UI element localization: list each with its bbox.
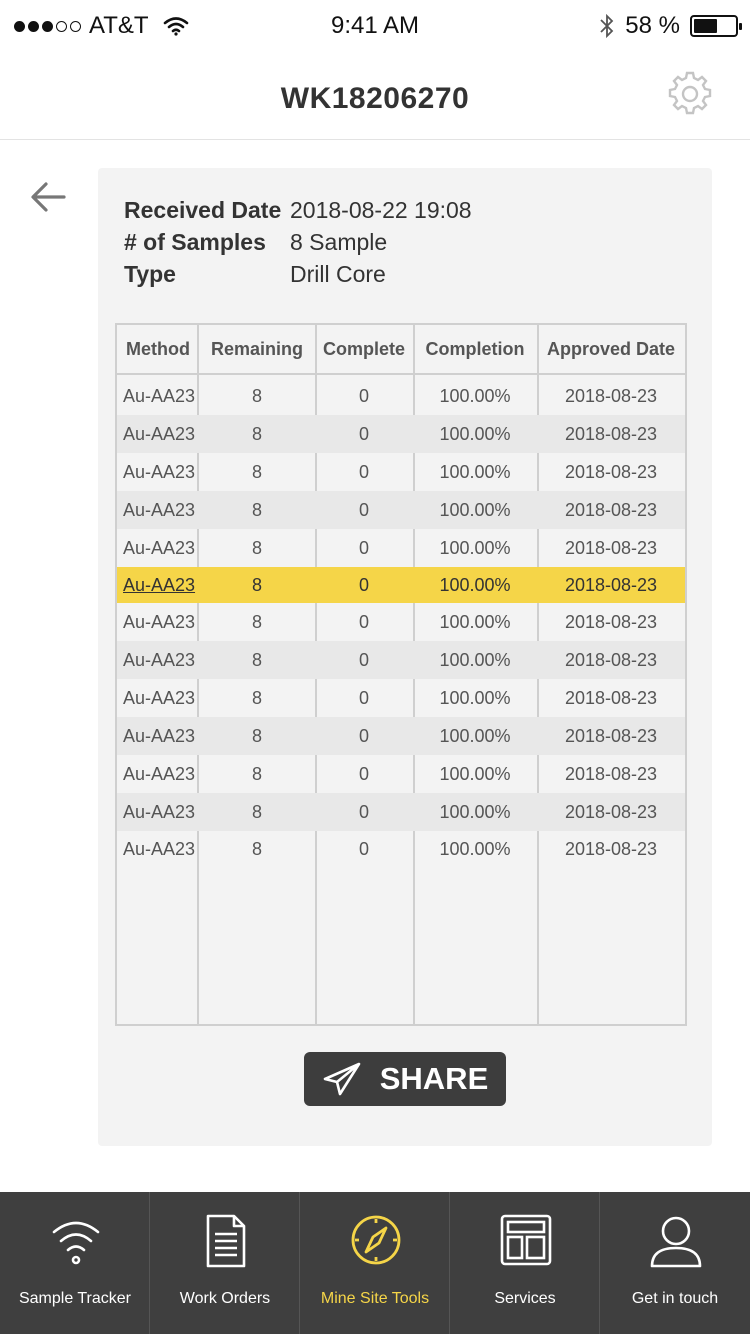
cell-method-text: Au-AA23 bbox=[123, 423, 196, 444]
cell-remaining bbox=[199, 462, 315, 483]
cell-completion bbox=[413, 802, 537, 823]
table-row[interactable] bbox=[117, 603, 685, 641]
table-row[interactable] bbox=[117, 755, 685, 793]
cell-completion bbox=[413, 575, 537, 596]
cell-complete-text: 0 bbox=[358, 649, 369, 670]
cell-remaining bbox=[199, 839, 315, 860]
cell-method[interactable] bbox=[117, 802, 199, 823]
cell-remaining bbox=[199, 386, 315, 407]
cell-remaining-text: 8 bbox=[251, 611, 262, 632]
cell-complete bbox=[315, 802, 413, 823]
cell-completion-text: 100.00% bbox=[439, 574, 511, 595]
cell-approved-date bbox=[537, 839, 685, 860]
wifi-icon bbox=[50, 1214, 102, 1270]
page-title: WK18206270 bbox=[280, 82, 470, 115]
cell-method[interactable] bbox=[117, 612, 199, 633]
cell-completion-text: 100.00% bbox=[439, 725, 511, 746]
column-header-complete[interactable]: Complete bbox=[322, 338, 405, 359]
tab-get-in-touch[interactable] bbox=[600, 1192, 750, 1334]
cell-method[interactable] bbox=[117, 462, 199, 483]
cell-complete bbox=[315, 575, 413, 596]
cell-complete-text: 0 bbox=[358, 687, 369, 708]
samples-label: # of Samples bbox=[124, 229, 266, 255]
cell-approved-date-text: 2018-08-23 bbox=[564, 801, 658, 822]
cell-approved-date-text: 2018-08-23 bbox=[564, 499, 658, 520]
table-row[interactable] bbox=[117, 641, 685, 679]
tab-services[interactable] bbox=[450, 1192, 600, 1334]
cell-complete bbox=[315, 386, 413, 407]
header bbox=[0, 52, 750, 140]
cell-approved-date-text: 2018-08-23 bbox=[564, 763, 658, 784]
cell-completion-text: 100.00% bbox=[439, 838, 511, 859]
cell-approved-date-text: 2018-08-23 bbox=[564, 611, 658, 632]
cell-completion bbox=[413, 500, 537, 521]
table-row[interactable] bbox=[117, 679, 685, 717]
cell-method-text: Au-AA23 bbox=[123, 725, 196, 746]
cell-completion-text: 100.00% bbox=[439, 499, 511, 520]
cell-remaining-text: 8 bbox=[251, 537, 262, 558]
cell-method-text: Au-AA23 bbox=[123, 537, 196, 558]
cell-approved-date bbox=[537, 688, 685, 709]
cell-complete bbox=[315, 462, 413, 483]
person-icon bbox=[650, 1214, 702, 1270]
cell-complete-text: 0 bbox=[358, 763, 369, 784]
cell-remaining bbox=[199, 802, 315, 823]
compass-icon bbox=[350, 1214, 402, 1270]
cell-complete bbox=[315, 424, 413, 445]
column-header-approved-date[interactable]: Approved Date bbox=[546, 338, 676, 359]
cell-complete bbox=[315, 538, 413, 559]
cell-complete-text: 0 bbox=[358, 725, 369, 746]
cell-complete-text: 0 bbox=[358, 801, 369, 822]
cell-approved-date-text: 2018-08-23 bbox=[564, 537, 658, 558]
cell-method-text: Au-AA23 bbox=[123, 461, 196, 482]
cell-remaining bbox=[199, 688, 315, 709]
cell-completion-text: 100.00% bbox=[439, 423, 511, 444]
cell-completion bbox=[413, 764, 537, 785]
table-row[interactable] bbox=[117, 453, 685, 491]
cell-complete-text: 0 bbox=[358, 461, 369, 482]
cell-remaining bbox=[199, 612, 315, 633]
cell-method-text: Au-AA23 bbox=[123, 687, 196, 708]
cell-approved-date-text: 2018-08-23 bbox=[564, 687, 658, 708]
cell-method[interactable] bbox=[117, 839, 199, 860]
tab-label: Get in touch bbox=[631, 1290, 719, 1307]
samples-value: 8 Sample bbox=[290, 229, 388, 255]
cell-complete-text: 0 bbox=[358, 574, 369, 595]
cell-approved-date bbox=[537, 462, 685, 483]
battery-percent: 58 % bbox=[625, 12, 680, 39]
cell-complete-text: 0 bbox=[358, 385, 369, 406]
cell-approved-date bbox=[537, 612, 685, 633]
cell-completion bbox=[413, 612, 537, 633]
cell-completion-text: 100.00% bbox=[439, 763, 511, 784]
received-date-label: Received Date bbox=[124, 197, 282, 223]
cell-complete bbox=[315, 688, 413, 709]
cell-approved-date bbox=[537, 538, 685, 559]
table-header bbox=[117, 325, 685, 375]
cell-approved-date-text: 2018-08-23 bbox=[564, 461, 658, 482]
column-header-remaining[interactable]: Remaining bbox=[210, 338, 303, 359]
cell-method[interactable] bbox=[117, 726, 199, 747]
cell-approved-date-text: 2018-08-23 bbox=[564, 838, 658, 859]
table-row[interactable] bbox=[117, 491, 685, 529]
tab-work-orders[interactable] bbox=[150, 1192, 300, 1334]
cell-completion-text: 100.00% bbox=[439, 801, 511, 822]
cell-complete bbox=[315, 500, 413, 521]
share-button[interactable] bbox=[304, 1052, 506, 1106]
cell-method-text: Au-AA23 bbox=[123, 838, 196, 859]
cell-remaining bbox=[199, 726, 315, 747]
cell-completion bbox=[413, 650, 537, 671]
cell-complete-text: 0 bbox=[358, 838, 369, 859]
cell-completion-text: 100.00% bbox=[439, 649, 511, 670]
cell-method[interactable] bbox=[117, 688, 199, 709]
table-row[interactable] bbox=[117, 793, 685, 831]
cell-completion bbox=[413, 424, 537, 445]
tab-sample-tracker[interactable] bbox=[0, 1192, 150, 1334]
cell-method-text: Au-AA23 bbox=[123, 499, 196, 520]
table-row[interactable] bbox=[117, 717, 685, 755]
cell-completion bbox=[413, 839, 537, 860]
back-arrow-icon[interactable] bbox=[28, 176, 70, 218]
cell-remaining-text: 8 bbox=[251, 499, 262, 520]
layout-icon bbox=[500, 1214, 552, 1270]
cell-approved-date bbox=[537, 575, 685, 596]
cell-method-text: Au-AA23 bbox=[123, 385, 196, 406]
cell-remaining-text: 8 bbox=[251, 574, 262, 595]
cell-completion bbox=[413, 462, 537, 483]
cell-complete bbox=[315, 612, 413, 633]
cell-remaining-text: 8 bbox=[251, 461, 262, 482]
document-icon bbox=[200, 1214, 252, 1270]
cell-method[interactable] bbox=[117, 424, 199, 445]
table-row[interactable] bbox=[117, 529, 685, 567]
cell-approved-date-text: 2018-08-23 bbox=[564, 385, 658, 406]
cell-remaining-text: 8 bbox=[251, 649, 262, 670]
cell-approved-date bbox=[537, 386, 685, 407]
gear-icon[interactable] bbox=[666, 70, 714, 118]
status-time: 9:41 AM bbox=[330, 12, 420, 39]
cell-complete-text: 0 bbox=[358, 611, 369, 632]
cell-approved-date bbox=[537, 650, 685, 671]
tab-label: Sample Tracker bbox=[18, 1290, 132, 1307]
table-body bbox=[117, 377, 685, 867]
carrier-name: AT&T bbox=[89, 12, 149, 39]
cell-complete-text: 0 bbox=[358, 423, 369, 444]
paper-plane-icon bbox=[322, 1061, 362, 1097]
cell-method-text: Au-AA23 bbox=[123, 611, 196, 632]
cell-complete-text: 0 bbox=[358, 537, 369, 558]
cell-completion-text: 100.00% bbox=[439, 385, 511, 406]
cell-completion bbox=[413, 386, 537, 407]
cell-completion-text: 100.00% bbox=[439, 537, 511, 558]
cell-remaining bbox=[199, 424, 315, 445]
cell-approved-date-text: 2018-08-23 bbox=[564, 725, 658, 746]
cell-remaining bbox=[199, 575, 315, 596]
cell-approved-date-text: 2018-08-23 bbox=[564, 649, 658, 670]
cell-complete bbox=[315, 764, 413, 785]
cell-approved-date-text: 2018-08-23 bbox=[564, 574, 658, 595]
cell-remaining-text: 8 bbox=[251, 801, 262, 822]
cell-method[interactable] bbox=[117, 500, 199, 521]
cell-remaining bbox=[199, 500, 315, 521]
cell-completion bbox=[413, 726, 537, 747]
cell-approved-date bbox=[537, 424, 685, 445]
share-label: SHARE bbox=[379, 1061, 489, 1096]
tab-label: Services bbox=[494, 1290, 556, 1307]
tab-label: Mine Site Tools bbox=[320, 1290, 430, 1307]
table-row[interactable] bbox=[117, 567, 685, 603]
table-row[interactable] bbox=[117, 377, 685, 415]
cell-method-text: Au-AA23 bbox=[123, 649, 196, 670]
cell-remaining bbox=[199, 538, 315, 559]
work-order-card bbox=[98, 168, 712, 1146]
cell-completion-text: 100.00% bbox=[439, 687, 511, 708]
cell-remaining-text: 8 bbox=[251, 423, 262, 444]
cell-method-text: Au-AA23 bbox=[123, 801, 196, 822]
cell-method-text: Au-AA23 bbox=[123, 763, 196, 784]
table-row[interactable] bbox=[117, 415, 685, 453]
work-order-info bbox=[124, 194, 472, 290]
cell-method-text: Au-AA23 bbox=[123, 574, 196, 595]
cell-approved-date bbox=[537, 802, 685, 823]
received-date-value: 2018-08-22 19:08 bbox=[290, 197, 472, 223]
cell-remaining-text: 8 bbox=[251, 725, 262, 746]
cell-completion-text: 100.00% bbox=[439, 461, 511, 482]
cell-remaining bbox=[199, 764, 315, 785]
cell-approved-date bbox=[537, 726, 685, 747]
cell-remaining-text: 8 bbox=[251, 763, 262, 784]
cell-remaining-text: 8 bbox=[251, 687, 262, 708]
cell-method[interactable] bbox=[117, 386, 199, 407]
cell-complete bbox=[315, 726, 413, 747]
cell-approved-date bbox=[537, 764, 685, 785]
tab-mine-site-tools[interactable] bbox=[300, 1192, 450, 1334]
cell-method[interactable] bbox=[117, 538, 199, 559]
column-header-completion[interactable]: Completion bbox=[425, 338, 525, 359]
cell-method[interactable] bbox=[117, 650, 199, 671]
type-label: Type bbox=[124, 261, 176, 287]
cell-remaining bbox=[199, 650, 315, 671]
status-bar bbox=[0, 0, 750, 52]
status-right bbox=[599, 12, 738, 40]
cell-completion-text: 100.00% bbox=[439, 611, 511, 632]
cell-method[interactable] bbox=[117, 764, 199, 785]
cell-method[interactable] bbox=[117, 575, 199, 596]
cell-complete bbox=[315, 839, 413, 860]
tab-label: Work Orders bbox=[179, 1290, 271, 1307]
cell-approved-date bbox=[537, 500, 685, 521]
cell-remaining-text: 8 bbox=[251, 838, 262, 859]
cell-complete-text: 0 bbox=[358, 499, 369, 520]
type-value: Drill Core bbox=[290, 261, 386, 287]
cell-completion bbox=[413, 538, 537, 559]
methods-table bbox=[115, 323, 687, 1026]
bottom-tab-bar bbox=[0, 1192, 750, 1334]
bluetooth-icon bbox=[599, 13, 615, 39]
battery-icon bbox=[690, 15, 738, 37]
cell-remaining-text: 8 bbox=[251, 385, 262, 406]
column-header-method[interactable]: Method bbox=[126, 338, 190, 359]
cell-approved-date-text: 2018-08-23 bbox=[564, 423, 658, 444]
cell-completion bbox=[413, 688, 537, 709]
cell-complete bbox=[315, 650, 413, 671]
table-row[interactable] bbox=[117, 831, 685, 867]
